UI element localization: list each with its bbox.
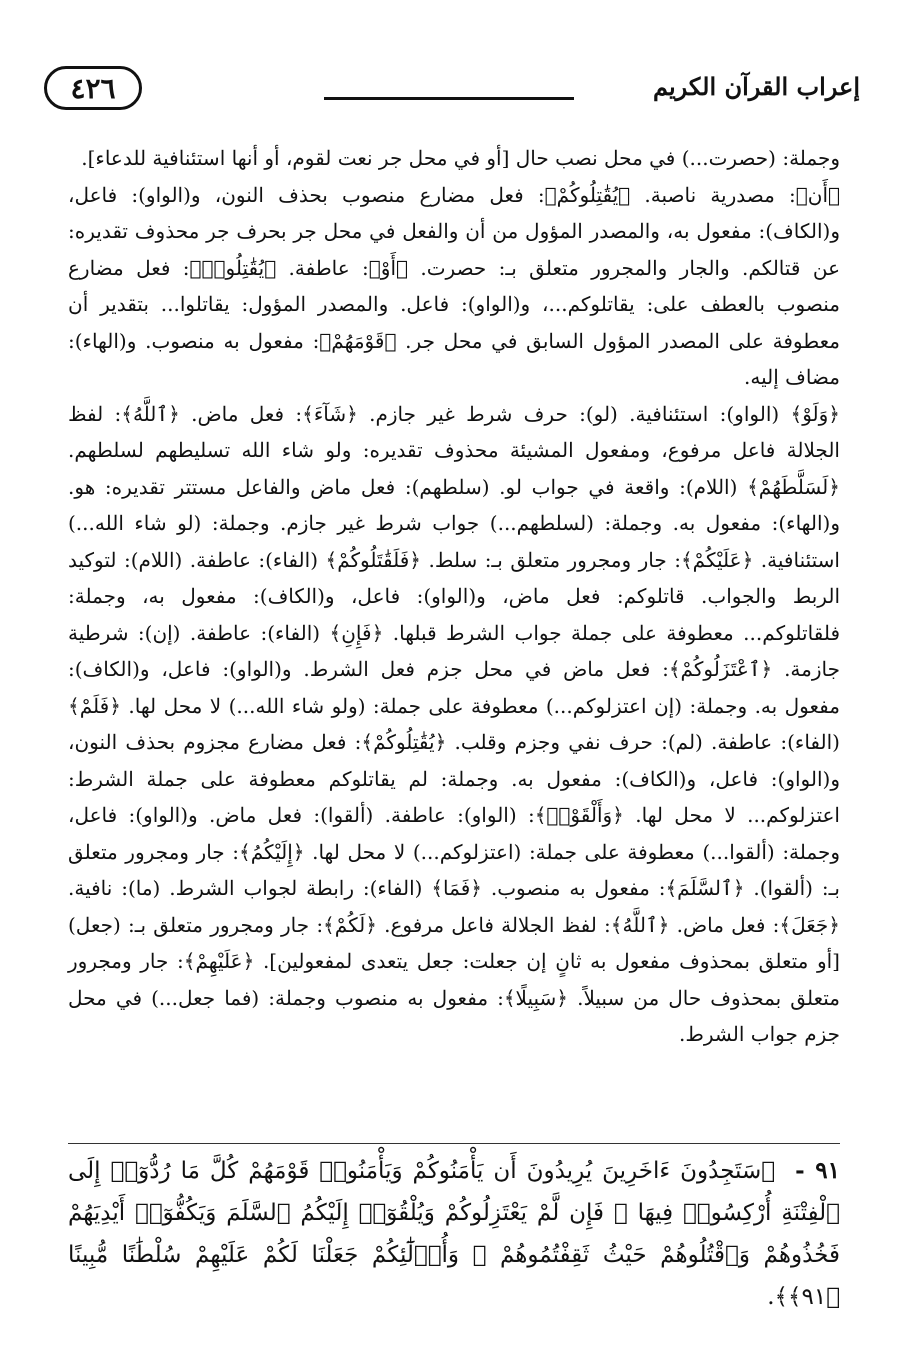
header-rule xyxy=(324,97,574,100)
paragraph: وجملة: (حصرت...) في محل نصب حال [أو في محل جر نعت لقوم، أو أنها استئنافية للدعاء]. xyxy=(81,146,840,170)
paragraph: ﴿أَن﴾: مصدرية ناصبة. ﴿يُقَٰتِلُوكُمْ﴾: فعل مضارع منصوب بحذف النون، و(الواو): فاعل، و(الكاف): مفعول به، والمصدر المؤول من أن والفعل في محل جر بحرف جر محذوف تقديره: عن قتالكم. والجار والمجرور متعلق بـ: حصرت. ﴿أَوْ﴾: عاطفة. ﴿يُقَٰتِلُوا۟﴾: فعل مضارع منصوب بالعطف على: يقاتلوكم...، و(الواو): فاعل. والمصدر المؤول: يقاتلوا... بتقدير أن معطوفة على المصدر المؤول السابق في محل جر. ﴿قَوْمَهُمْ﴾: مفعول به منصوب. و(الهاء): مضاف إليه. xyxy=(68,182,841,389)
section-divider xyxy=(68,1143,840,1144)
paragraph: ﴿وَلَوْ﴾ (الواو): استئنافية. (لو): حرف شرط غير جازم. ﴿شَآءَ﴾: فعل ماض. ﴿ٱللَّهُ﴾: لفظ الجلالة فاعل مرفوع، ومفعول المشيئة محذوف تقديره: ولو شاء الله تسليطهم لسلطهم. ﴿لَسَلَّطَهُمْ﴾ (اللام): واقعة في جواب لو. (سلطهم): فعل ماض والفاعل مستتر تقديره: هو. و(الهاء): مفعول به. وجملة: (لسلطهم...) جواب شرط غير جازم. وجملة: (لو شاء الله...) استئنافية. ﴿عَلَيْكُمْ﴾: جار ومجرور متعلق بـ: سلط. ﴿فَلَقَٰتَلُوكُمْ﴾ (الفاء): عاطفة. (اللام): لتوكيد الربط والجواب. قاتلوكم: فعل ماض، و(الواو): فاعل، و(الكاف): مفعول به، وجملة: فلقاتلوكم... معطوفة على جملة جواب الشرط قبلها. ﴿فَإِنِ﴾ (الفاء): عاطفة. (إن): شرطية جازمة. ﴿ٱعْتَزَلُوكُمْ﴾: فعل ماض في محل جزم فعل الشرط. و(الواو): فاعل، و(الكاف): مفعول به. وجملة: (إن اعتزلوكم...) معطوفة على جملة: (ولو شاء الله...) لا محل لها. ﴿فَلَمْ﴾ (الفاء): عاطفة. (لم): حرف نفي وجزم وقلب. ﴿يُقَٰتِلُوكُمْ﴾: فعل مضارع مجزوم بحذف النون، و(الواو): فاعل، و(الكاف): مفعول به. وجملة: لم يقاتلوكم معطوفة على جملة الشرط: اعتزلوكم... لا محل لها. ﴿وَأَلْقَوْا۟﴾: (الواو): عاطفة. (ألقوا): فعل ماض. و(الواو): فاعل، وجملة: (ألقوا...) معطوفة على جملة: (اعتزلوكم...) لا محل لها. ﴿إِلَيْكُمُ﴾: جار ومجرور متعلق بـ: (ألقوا). ﴿ٱلسَّلَمَ﴾: مفعول به منصوب. ﴿فَمَا﴾ (الفاء): رابطة لجواب الشرط. (ما): نافية. ﴿جَعَلَ﴾: فعل ماض. ﴿ٱللَّهُ﴾: لفظ الجلالة فاعل مرفوع. ﴿لَكُمْ﴾: جار ومجرور متعلق بـ: (جعل) [أو متعلق بمحذوف مفعول به ثانٍ إن جعلت: جعل يتعدى لمفعولين]. ﴿عَلَيْهِمْ﴾: جار ومجرور متعلق بمحذوف حال من سبيلاً. ﴿سَبِيلًا﴾: مفعول به منصوب وجملة: (فما جعل...) في محل جزم جواب الشرط. xyxy=(68,401,841,1046)
quran-verse xyxy=(68,1150,840,1318)
commentary-body xyxy=(68,140,840,1053)
book-title: إعراب القرآن الكريم xyxy=(653,72,860,101)
verse-text: ﴿سَتَجِدُونَ ءَاخَرِينَ يُرِيدُونَ أَن يَأْمَنُوكُمْ وَيَأْمَنُوا۟ قَوْمَهُمْ كُلَّ مَا رُدُّوٓا۟ إِلَى ٱلْفِتْنَةِ أُرْكِسُوا۟ فِيهَا ۚ فَإِن لَّمْ يَعْتَزِلُوكُمْ وَيُلْقُوٓا۟ إِلَيْكُمُ ٱلسَّلَمَ وَيَكُفُّوٓا۟ أَيْدِيَهُمْ فَخُذُوهُمْ وَٱقْتُلُوهُمْ حَيْثُ ثَقِفْتُمُوهُمْ ۚ وَأُو۟لَٰٓئِكُمْ جَعَلْنَا لَكُمْ عَلَيْهِمْ سُلْطَٰنًا مُّبِينًا ﴿٩١﴾﴾. xyxy=(68,1158,840,1310)
page-header xyxy=(44,58,860,118)
verse-number: ٩١ - xyxy=(795,1157,840,1184)
page-number: ٤٢٦ xyxy=(44,66,142,110)
